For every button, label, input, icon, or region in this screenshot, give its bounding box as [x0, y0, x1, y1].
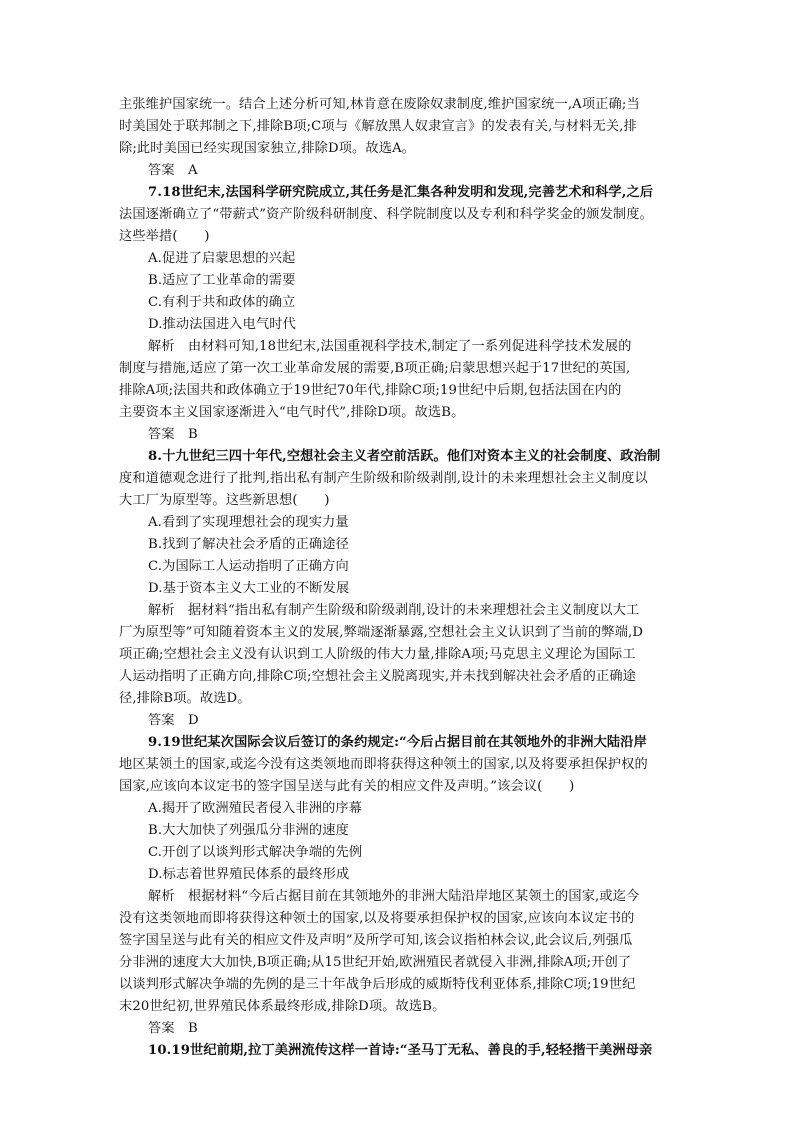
text-line: 度和道德观念进行了批判,指出私有制产生阶级和阶级剥削,设计的未来理想社会主义制度以: [119, 471, 648, 486]
analysis-line: 解析 由材料可知,18世纪末,法国重视科学技术,制定了一系列促进科学技术发展的: [148, 339, 632, 354]
text-line: 国家,应该向本议定书的签字国呈送与此有关的相应文件及声明。”该会议( ): [119, 779, 575, 794]
option-c: C.有利于共和政体的确立: [148, 295, 296, 310]
text-line: 末20世纪初,世界殖民体系最终形成,排除D项。故选B。: [119, 999, 446, 1014]
option-a: A.揭开了欧洲殖民者侵入非洲的序幕: [148, 801, 363, 816]
answer-line: 答案 B: [148, 427, 198, 442]
answer-line: 答案 D: [148, 713, 199, 728]
text-line: 以谈判形式解决争端的先例的是三十年战争后形成的威斯特伐利亚体系,排除C项;19世纪: [119, 977, 636, 992]
question-7-stem: 7.18世纪末,法国科学研究院成立,其任务是汇集各种发明和发现,完善艺术和科学,之后: [148, 185, 654, 200]
question-8-stem: 8.十九世纪三四十年代,空想社会主义者空前活跃。他们对资本主义的社会制度、政治制: [148, 449, 661, 464]
text-line: 地区某领土的国家,或迄今没有这类领地而即将获得这种领土的国家,以及将要承担保护权的: [119, 757, 648, 772]
option-d: D.推动法国进入电气时代: [148, 317, 296, 332]
option-c: C.为国际工人运动指明了正确方向: [148, 559, 349, 574]
analysis-line: 解析 据材料“指出私有制产生阶级和阶级剥削,设计的未来理想社会主义制度以大工: [148, 603, 640, 618]
option-d: D.标志着世界殖民体系的最终形成: [148, 867, 350, 882]
text-line: 项正确;空想社会主义没有认识到工人阶级的伟大力量,排除A项;马克思主义理论为国际工: [119, 647, 636, 662]
text-line: 主要资本主义国家逐渐进入“电气时代”,排除D项。故选B。: [119, 405, 465, 420]
option-b: B.大大加快了列强瓜分非洲的速度: [148, 823, 349, 838]
text-line: 厂为原型等”可知随着资本主义的发展,弊端逐渐暴露,空想社会主义认识到了当前的弊端,D: [119, 625, 644, 640]
text-line: 法国逐渐确立了“带薪式”资产阶级科研制度、科学院制度以及专利和科学奖金的颁发制度。: [119, 207, 653, 222]
text-line: 签字国呈送与此有关的相应文件及声明”及所学可知,该会议指柏林会议,此会议后,列强瓜: [119, 933, 633, 948]
text-line: 除;此时美国已经实现国家独立,排除D项。故选A。: [119, 141, 416, 156]
text-line: 径,排除B项。故选D。: [119, 691, 251, 706]
text-line: 分非洲的速度大大加快,B项正确;从15世纪开始,欧洲殖民者就侵入非洲,排除A项;开创了: [119, 955, 632, 970]
text-line: 大工厂为原型等。这些新思想( ): [119, 493, 330, 508]
option-b: B.适应了工业革命的需要: [148, 273, 296, 288]
text-line: 时美国处于联邦制之下,排除B项;C项与《解放黑人奴隶宣言》的发表有关,与材料无关,排: [119, 119, 637, 134]
answer-line: 答案 A: [148, 163, 198, 178]
option-b: B.找到了解决社会矛盾的正确途径: [148, 537, 349, 552]
text-line: 排除A项;法国共和政体确立于19世纪70年代,排除C项;19世纪中后期,包括法国在内的: [119, 383, 622, 398]
option-c: C.开创了以谈判形式解决争端的先例: [148, 845, 363, 860]
question-10-stem: 10.19世纪前期,拉丁美洲流传这样一首诗:“圣马丁无私、善良的手,轻轻揩干美洲母亲: [148, 1043, 653, 1058]
text-line: 这些举措( ): [119, 229, 210, 244]
option-a: A.看到了实现理想社会的现实力量: [148, 515, 349, 530]
text-line: 人运动指明了正确方向,排除C项;空想社会主义脱离现实,并未找到解决社会矛盾的正确途: [119, 669, 637, 684]
answer-line: 答案 B: [148, 1021, 198, 1036]
option-d: D.基于资本主义大工业的不断发展: [148, 581, 350, 596]
question-9-stem: 9.19世纪某次国际会议后签订的条约规定:“今后占据目前在其领地外的非洲大陆沿岸: [148, 735, 647, 750]
option-a: A.促进了启蒙思想的兴起: [148, 251, 296, 266]
text-line: 主张维护国家统一。结合上述分析可知,林肯意在废除奴隶制度,维护国家统一,A项正确;当: [119, 97, 640, 112]
analysis-line: 解析 根据材料“今后占据目前在其领地外的非洲大陆沿岸地区某领土的国家,或迄今: [148, 889, 640, 904]
text-line: 制度与措施,适应了第一次工业革命发展的需要,B项正确;启蒙思想兴起于17世纪的英国,: [119, 361, 631, 376]
text-line: 没有这类领地而即将获得这种领土的国家,以及将要承担保护权的国家,应该向本议定书的: [119, 911, 635, 926]
